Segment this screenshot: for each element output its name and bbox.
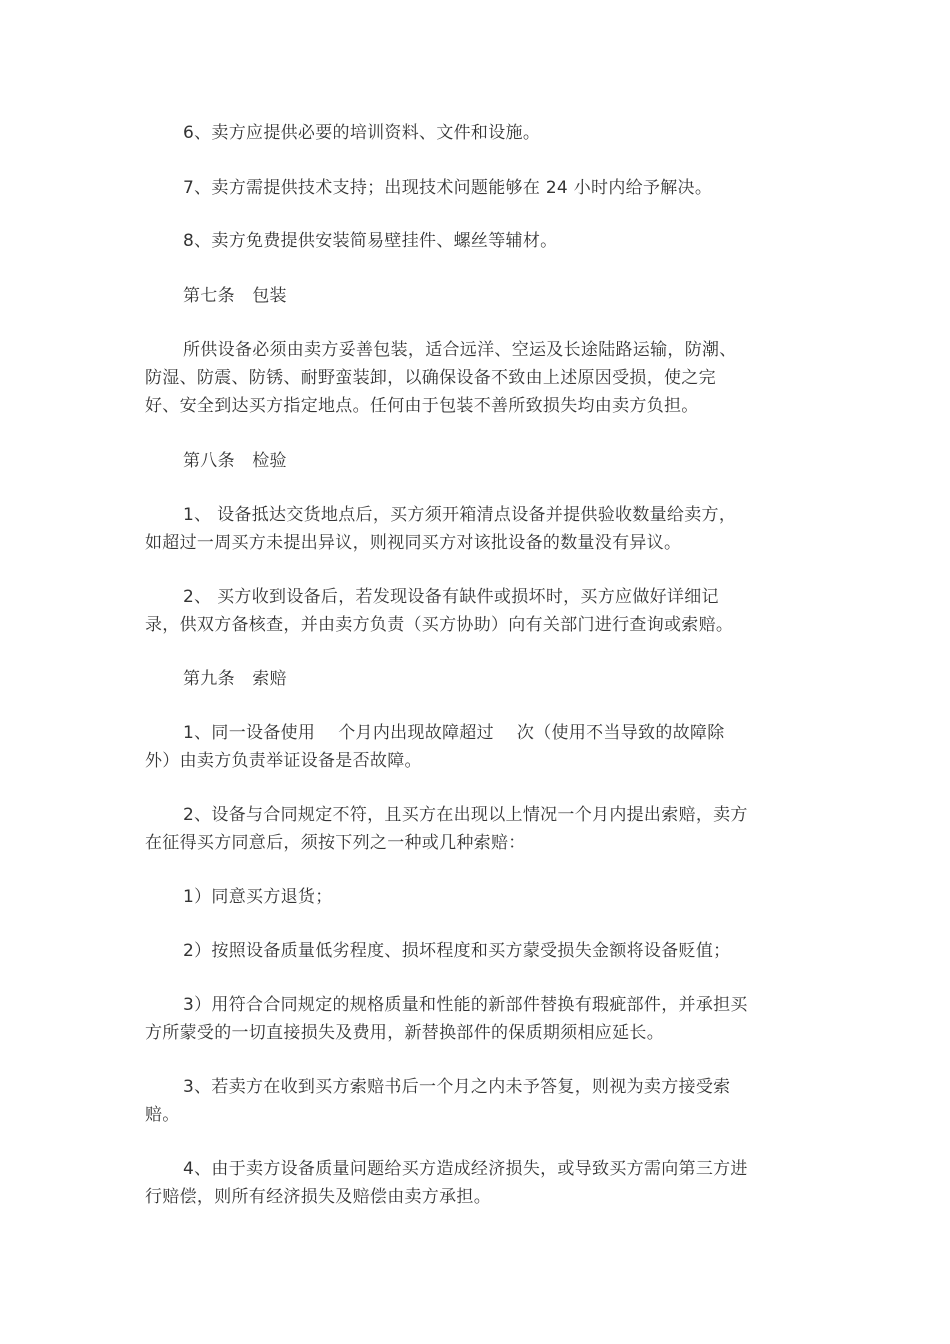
paragraph-line: 1）同意买方退货； xyxy=(183,887,333,907)
paragraph-line: 7、卖方需提供技术支持；出现技术问题能够在 24 小时内给予解决。 xyxy=(183,178,713,198)
paragraph-line: 第七条 包装 xyxy=(183,286,287,306)
paragraph-line: 3）用符合合同规定的规格质量和性能的新部件替换有瑕疵部件，并承担买 xyxy=(183,995,748,1015)
paragraph-line: 第九条 索赔 xyxy=(183,669,287,689)
paragraph-line: 所供设备必须由卖方妥善包装，适合远洋、空运及长途陆路运输，防潮、 xyxy=(183,340,737,360)
paragraph-line: 8、卖方免费提供安装简易壁挂件、螺丝等辅材。 xyxy=(183,231,558,251)
paragraph-continuation-line: 外）由卖方负责举证设备是否故障。 xyxy=(145,751,422,771)
paragraph-continuation-line: 行赔偿，则所有经济损失及赔偿由卖方承担。 xyxy=(145,1187,491,1207)
paragraph-continuation-line: 赔。 xyxy=(145,1105,180,1125)
paragraph-line: 1、同一设备使用 个月内出现故障超过 次（使用不当导致的故障除 xyxy=(183,723,725,743)
paragraph-line: 2）按照设备质量低劣程度、损坏程度和买方蒙受损失金额将设备贬值； xyxy=(183,941,731,961)
paragraph-line: 1、 设备抵达交货地点后，买方须开箱清点设备并提供验收数量给卖方， xyxy=(183,505,737,525)
paragraph-line: 3、若卖方在收到买方索赔书后一个月之内未予答复，则视为卖方接受索 xyxy=(183,1077,731,1097)
paragraph-line: 第八条 检验 xyxy=(183,451,287,471)
paragraph-continuation-line: 录，供双方备核查，并由卖方负责（买方协助）向有关部门进行查询或索赔。 xyxy=(145,615,734,635)
paragraph-line: 2、设备与合同规定不符，且买方在出现以上情况一个月内提出索赔，卖方 xyxy=(183,805,748,825)
paragraph-continuation-line: 好、安全到达买方指定地点。任何由于包装不善所致损失均由卖方负担。 xyxy=(145,396,699,416)
paragraph-continuation-line: 在征得买方同意后，须按下列之一种或几种索赔： xyxy=(145,833,526,853)
paragraph-line: 2、 买方收到设备后，若发现设备有缺件或损坏时，买方应做好详细记 xyxy=(183,587,719,607)
paragraph-continuation-line: 如超过一周买方未提出异议，则视同买方对该批设备的数量没有异议。 xyxy=(145,533,682,553)
paragraph-line: 6、卖方应提供必要的培训资料、文件和设施。 xyxy=(183,123,541,143)
paragraph-line: 4、由于卖方设备质量问题给买方造成经济损失，或导致买方需向第三方进 xyxy=(183,1159,748,1179)
paragraph-continuation-line: 防湿、防震、防锈、耐野蛮装卸，以确保设备不致由上述原因受损，使之完 xyxy=(145,368,716,388)
paragraph-continuation-line: 方所蒙受的一切直接损失及费用，新替换部件的保质期须相应延长。 xyxy=(145,1023,664,1043)
